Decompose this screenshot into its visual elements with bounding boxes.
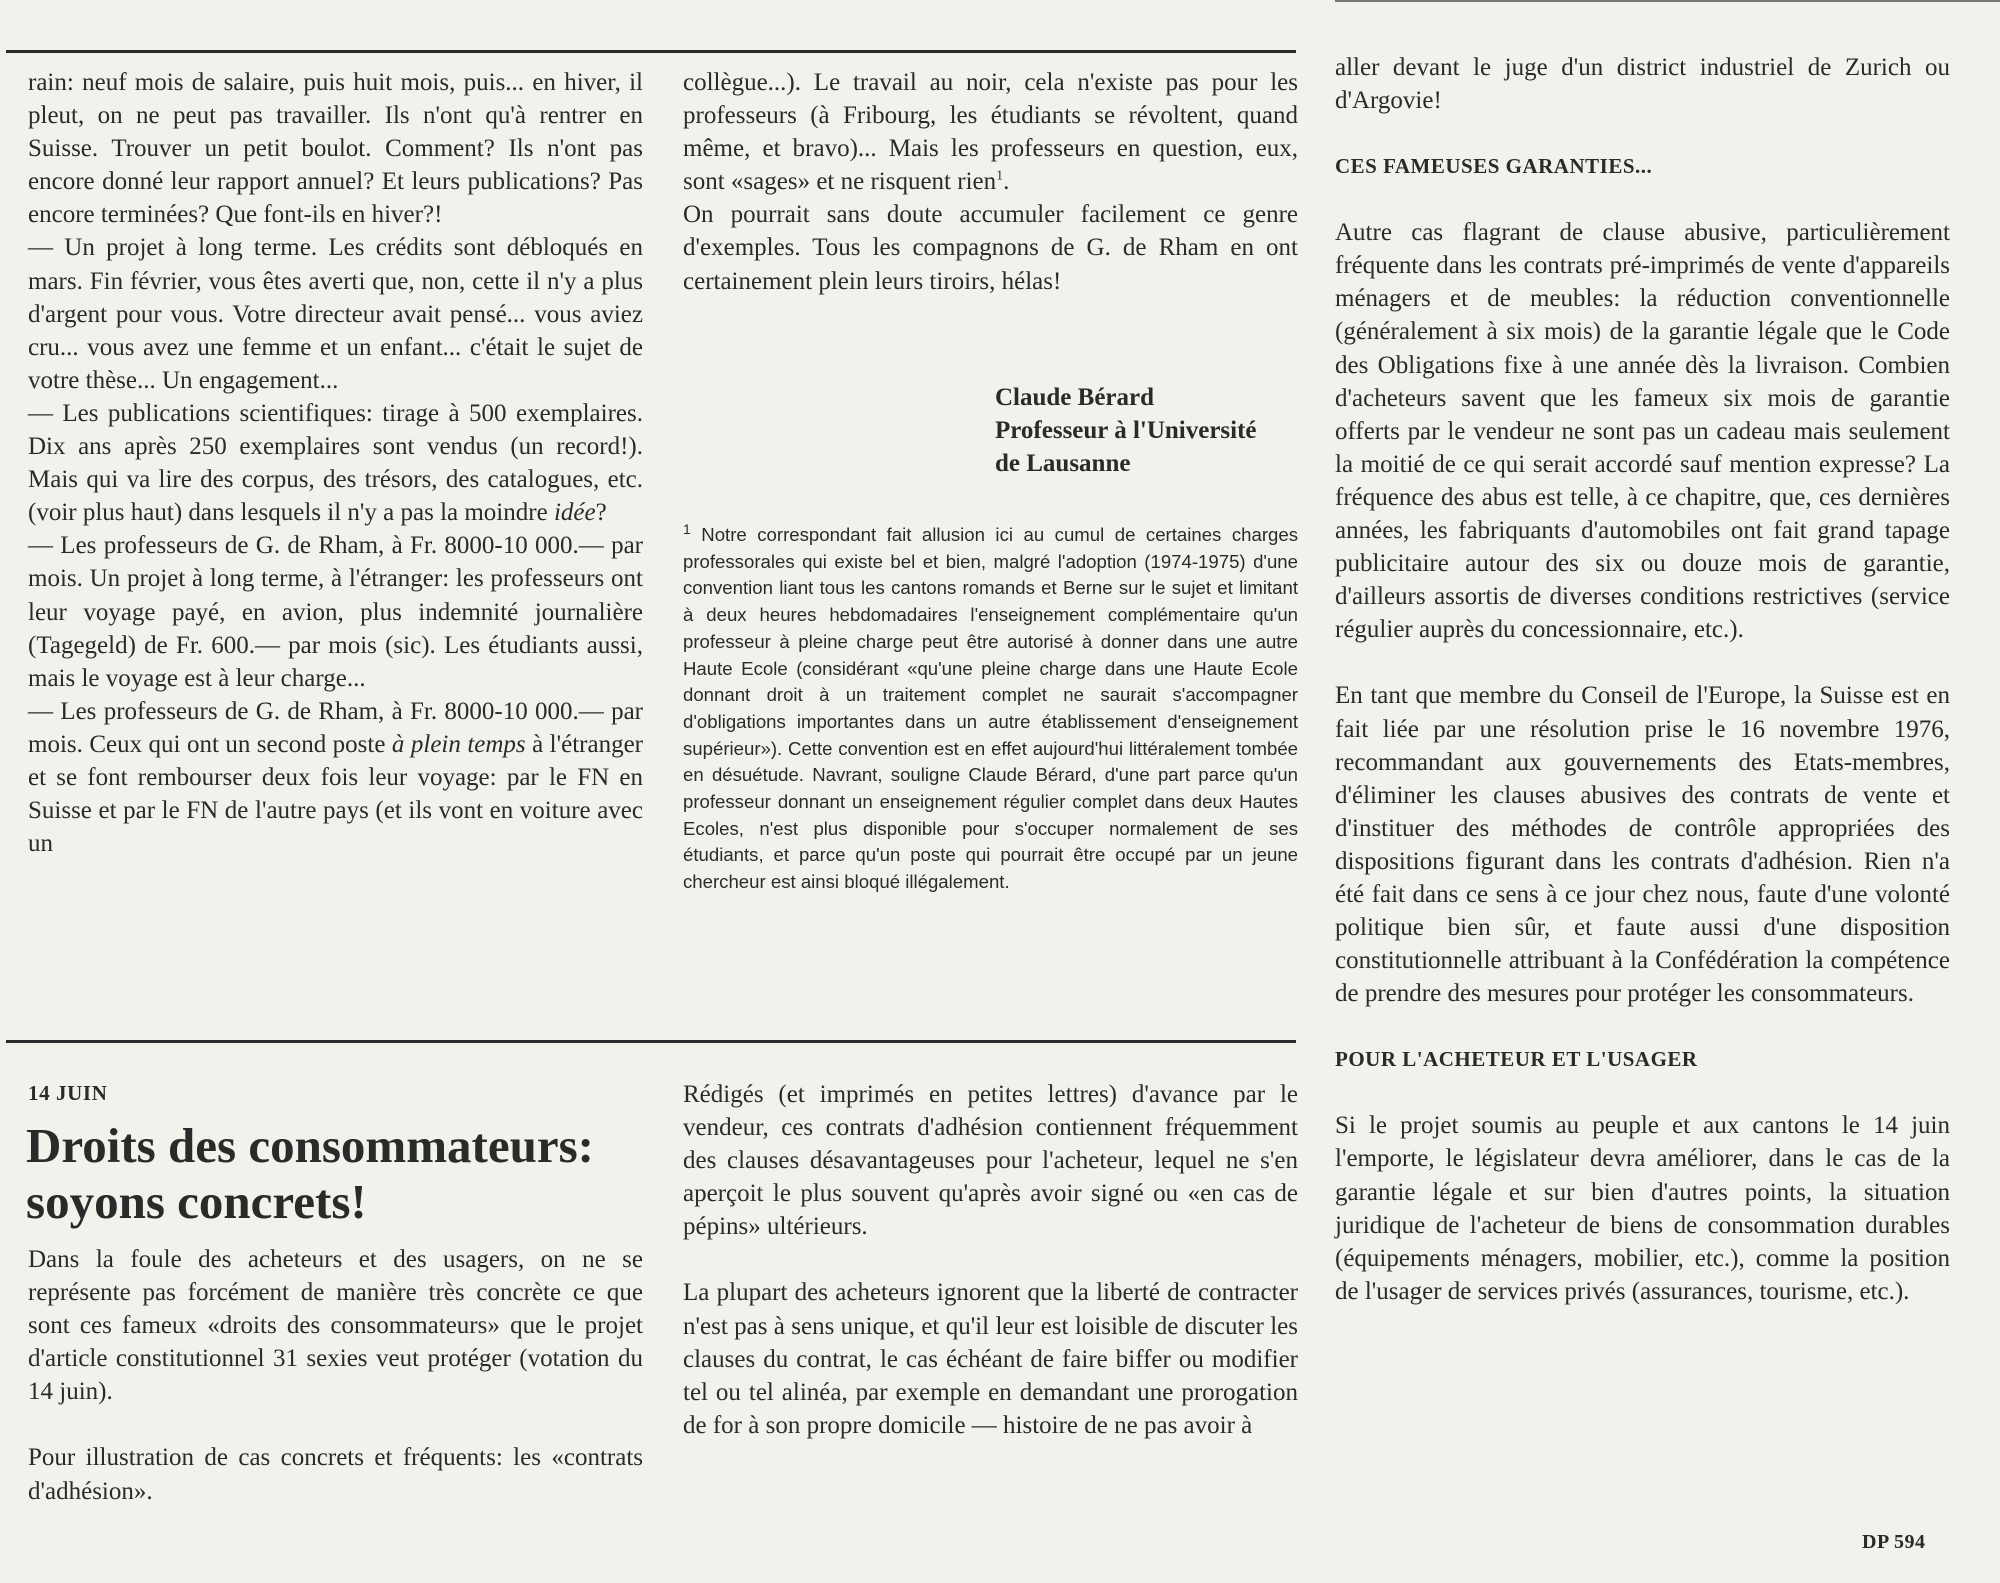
top-rule [6, 50, 1296, 53]
signature [995, 381, 1257, 480]
paragraph: — Les professeurs de G. de Rham, à Fr. 8000-10 000.— par mois. Ceux qui ont un second poste à plein temps à l'étranger et se font rembourser deux fois leur voyage: par le FN en Suisse et par le FN de l'autre pays (et ils vont en voiture avec un [28, 697, 644, 858]
paragraph: Autre cas flagrant de clause abusive, particulièrement fréquente dans les contrats pré-imprimés de vente d'appareils ménagers et de meubles: la réduction conventionnelle (généralement à six mois) de la garantie légale que le Code des Obligations fixe à une année dès la livraison. Combien d'acheteurs savent que les fameux six mois de garantie offerts par le vendeur ne sont pas un cadeau mais seulement la moitié de ce qui serait accordé sauf mention expresse? La fréquence des abus est telle, à ce chapitre, que, ces dernières années, les fabriquants d'automobiles ont fait grand tapage publicitaire autour des six ou douze mois de garantie, d'ailleurs assortis de diverses conditions restrictives (service régulier auprès du concessionnaire, etc.). [1335, 219, 1950, 644]
paragraph: collègue...). Le travail au noir, cela n'existe pas pour les professeurs (à Fribourg, les étudiants se révoltent, quand même, et bravo)... Mais les professeurs en question, eux, sont «sages» et ne risquent rien$^1$. [683, 69, 1298, 196]
top-left-column [28, 66, 643, 860]
section-heading: CES FAMEUSES GARANTIES... [1335, 154, 1653, 179]
page-number: DP 594 [1862, 1531, 1926, 1553]
paragraph: — Un projet à long terme. Les crédits sont débloqués en mars. Fin février, vous êtes averti que, non, cette il n'y a plus d'argent pour vous. Votre directeur avait pensé... vous aviez cru... vous avez une femme et un enfant... c'était le sujet de votre thèse... Un engagement... [28, 234, 643, 394]
section-heading: POUR L'ACHETEUR ET L'USAGER [1335, 1047, 1698, 1072]
paragraph: La plupart des acheteurs ignorent que la liberté de contracter n'est pas à sens unique, et qu'il leur est loisible de discuter les clauses du contrat, le cas échéant de faire biffer ou modifier tel ou tel alinéa, par exemple en demandant une prorogation de for à son propre domicile — histoire de ne pas avoir à [683, 1279, 1298, 1439]
article-left-column [28, 1243, 643, 1508]
middle-rule [6, 1040, 1296, 1043]
signature-institution: de Lausanne [995, 450, 1131, 477]
article-headline: Droits des consommateurs: soyons concrets! [26, 1118, 594, 1229]
top-right-rule [1335, 0, 2000, 2]
footnote: $^1$ Notre correspondant fait allusion ici au cumul de certaines charges professorales qui existe bel et bien, malgré l'adoption (1974-1975) d'une convention liant tous les cantons romands et Berne sur le sujet et limitant à deux heures hebdomadaires l'enseignement complémentaire qu'un professeur à pleine charge peut être autorisé à donner dans une autre Haute Ecole (considérant «qu'une pleine charge dans une Haute Ecole donnant droit à un traitement complet ne saurait s'accompagner d'obligations importantes dans un autre établissement d'enseignement supérieur»). Cette convention est en effet aujourd'hui littéralement tombée en désuétude. Navrant, souligne Claude Bérard, d'une part parce qu'un professeur donnant un enseignement régulier complet dans deux Hautes Ecoles, n'est plus disponible pour s'occuper normalement de ses étudiants, et parce qu'un poste qui pourrait être occupé par un jeune chercheur est ainsi bloqué illégalement. [683, 520, 1298, 893]
paragraph: aller devant le juge d'un district industriel de Zurich ou d'Argovie! [1335, 54, 1950, 115]
paragraph: Rédigés (et imprimés en petites lettres) d'avance par le vendeur, ces contrats d'adhésion contiennent fréquemment des clauses désavantageuses pour l'acheteur, lequel ne s'en aperçoit le plus souvent qu'après avoir signé ou «en cas de pépins» ultérieurs. [683, 1081, 1298, 1241]
paragraph: En tant que membre du Conseil de l'Europe, la Suisse est en fait liée par une résolution prise le 16 novembre 1976, recommandant aux gouvernements des Etats-membres, d'éliminer les clauses abusives des contrats de vente et d'instituer des méthodes de contrôle appropriées des dispositions figurant dans les contrats d'adhésion. Rien n'a été fait dans ce sens à ce jour chez nous, faute d'une volonté politique bien sûr, et faute aussi d'une disposition constitutionnelle attribuant à la Confédération la compétence de prendre des mesures pour protéger les consommateurs. [1335, 682, 1950, 1008]
signature-name: Claude Bérard [995, 384, 1155, 411]
article-middle-column [683, 1078, 1298, 1442]
paragraph: — Les publications scientifiques: tirage à 500 exemplaires. Dix ans après 250 exemplaires sont vendus (un record!). Mais qui va lire des corpus, des trésors, des catalogues, etc. (voir plus haut) dans lesquels il n'y a pas la moindre idée? [28, 399, 643, 527]
paragraph: — Les professeurs de G. de Rham, à Fr. 8000-10 000.— par mois. Un projet à long terme, à l'étranger: les professeurs ont leur voyage payé, en avion, plus indemnité journalière (Tagegeld) de Fr. 600.— par mois (sic). Les étudiants aussi, mais le voyage est à leur charge... [28, 532, 643, 692]
article-kicker: 14 JUIN [28, 1081, 108, 1105]
paragraph: Pour illustration de cas concrets et fréquents: les «contrats d'adhésion». [28, 1444, 643, 1505]
paragraph: On pourrait sans doute accumuler facilement ce genre d'exemples. Tous les compagnons de G. de Rham en ont certainement plein leurs tiroirs, hélas! [683, 201, 1298, 295]
paragraph: Dans la foule des acheteurs et des usagers, on ne se représente pas forcément de manière très concrète ce que sont ces fameux «droits des consommateurs» que le projet d'article constitutionnel 31 sexies veut protéger (votation du 14 juin). [28, 1246, 643, 1406]
top-middle-column [683, 66, 1298, 298]
right-column [1335, 51, 1950, 1308]
paragraph: Si le projet soumis au peuple et aux cantons le 14 juin l'emporte, le législateur devra améliorer, dans le cas de la garantie légale et sur bien d'autres points, la situation juridique de l'acheteur de biens de consommation durables (équipements ménagers, mobilier, etc.), comme la position de l'usager de services privés (assurances, tourisme, etc.). [1335, 1112, 1950, 1305]
paragraph: rain: neuf mois de salaire, puis huit mois, puis... en hiver, il pleut, on ne peut pas travailler. Ils n'ont qu'à rentrer en Suisse. Trouver un petit boulot. Comment? Ils n'ont pas encore donné leur rapport annuel? Et leurs publications? Pas encore terminées? Que font-ils en hiver?! [28, 69, 643, 229]
signature-title: Professeur à l'Université [995, 417, 1257, 444]
